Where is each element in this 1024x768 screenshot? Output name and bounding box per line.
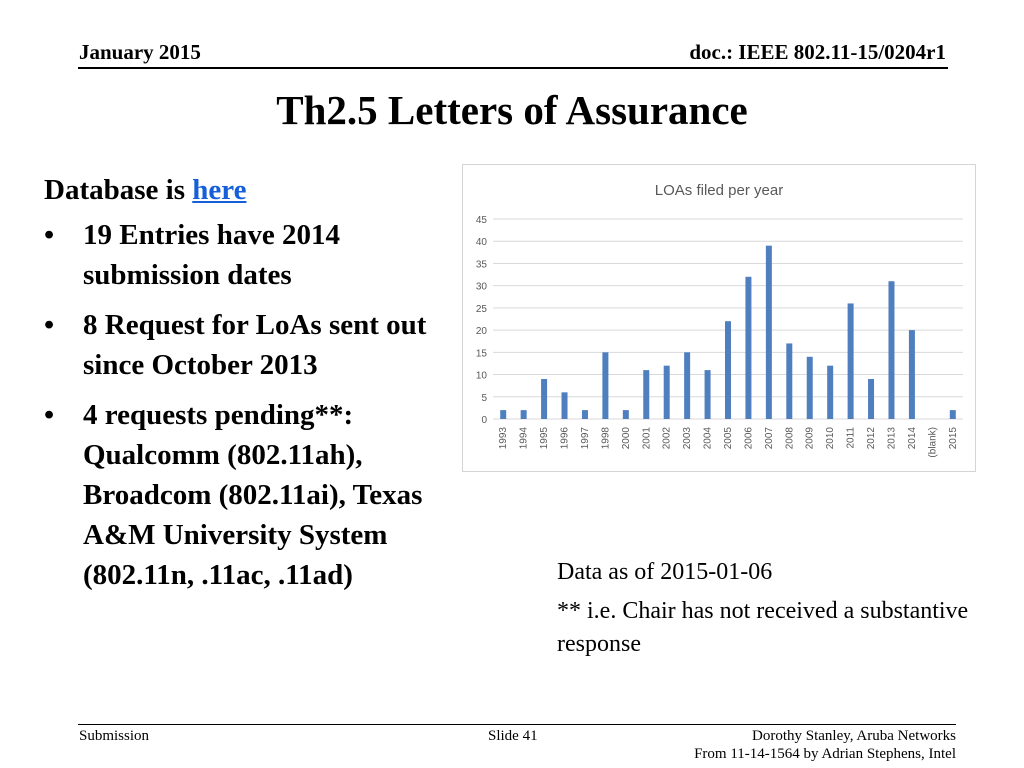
x-tick-label: 2000 <box>620 427 632 450</box>
y-tick-label: 30 <box>475 281 487 293</box>
bar <box>705 370 711 419</box>
bar <box>582 410 588 419</box>
footer-divider <box>78 724 956 725</box>
x-tick-label: (blank) <box>927 427 939 458</box>
bar <box>521 410 527 419</box>
x-tick-label: 1996 <box>559 427 571 450</box>
header-doc-number: doc.: IEEE 802.11-15/0204r1 <box>689 40 946 64</box>
bullet-item <box>44 215 444 295</box>
y-tick-label: 10 <box>475 370 487 382</box>
database-link[interactable]: here <box>192 174 247 206</box>
x-tick-label: 2001 <box>641 427 653 450</box>
footer-submission: Submission <box>79 728 150 744</box>
bullet-text: 8 Request for LoAs sent out since October 2013 <box>83 309 427 381</box>
bar <box>500 410 506 419</box>
y-tick-label: 45 <box>475 215 487 226</box>
bullet-item <box>44 305 444 385</box>
bullet-marker: • <box>44 309 55 341</box>
x-tick-label: 2007 <box>763 427 775 450</box>
y-tick-label: 20 <box>475 326 487 338</box>
x-tick-label: 2015 <box>947 427 959 450</box>
bar <box>950 410 956 419</box>
x-tick-label: 1997 <box>579 427 591 450</box>
x-tick-label: 1995 <box>539 427 551 450</box>
y-tick-label: 35 <box>475 259 487 271</box>
notes <box>557 556 977 667</box>
bar <box>786 343 792 419</box>
chart-title: LOAs filed per year <box>654 182 784 199</box>
bar <box>602 352 608 419</box>
y-tick-label: 5 <box>481 392 487 404</box>
footer-source: From 11-14-1564 by Adrian Stephens, Intel <box>694 746 956 762</box>
bar <box>562 392 568 419</box>
bar <box>643 370 649 419</box>
database-line <box>44 170 444 210</box>
bar <box>807 357 813 419</box>
data-date-note: Data as of 2015-01-06 <box>557 559 773 585</box>
loa-chart-svg <box>463 165 975 471</box>
bullet-list <box>44 215 444 595</box>
bar <box>827 366 833 419</box>
bullet-text: 4 requests pending**: Qualcomm (802.11ah), Broadcom (802.11ai), Texas A&M University System (802.11n, .11ac, .11ad) <box>83 399 423 591</box>
x-tick-label: 2014 <box>906 427 918 450</box>
footer-author: Dorothy Stanley, Aruba Networks <box>752 728 956 744</box>
x-tick-label: 2008 <box>784 427 796 450</box>
x-tick-label: 2004 <box>702 427 714 450</box>
bullet-marker: • <box>44 399 55 431</box>
slide-content <box>44 170 444 605</box>
x-tick-label: 1993 <box>498 427 510 450</box>
x-tick-label: 2005 <box>723 427 734 450</box>
bar <box>623 410 629 419</box>
bar <box>868 379 874 419</box>
header-date: January 2015 <box>79 40 201 64</box>
y-tick-label: 0 <box>481 415 487 426</box>
x-tick-label: 2003 <box>682 427 694 450</box>
bar <box>684 352 690 419</box>
bar <box>766 246 772 419</box>
bar <box>909 330 915 419</box>
bar <box>664 366 670 419</box>
bar <box>541 379 547 419</box>
x-tick-label: 2002 <box>661 427 673 450</box>
y-tick-label: 15 <box>475 348 487 360</box>
x-tick-label: 2011 <box>845 427 857 449</box>
bullet-item <box>44 395 444 595</box>
x-tick-label: 2006 <box>743 427 755 450</box>
header-divider <box>78 67 948 69</box>
bar <box>745 277 751 419</box>
bar <box>888 281 894 419</box>
database-label: Database is <box>44 174 193 206</box>
y-tick-label: 40 <box>475 237 487 249</box>
footnote: ** i.e. Chair has not received a substantive response <box>557 598 969 657</box>
loa-chart <box>462 164 976 472</box>
x-tick-label: 2012 <box>866 427 878 450</box>
x-tick-label: 1994 <box>518 427 530 450</box>
bar <box>848 303 854 419</box>
slide-title: Th2.5 Letters of Assurance <box>276 87 748 133</box>
bullet-text: 19 Entries have 2014 submission dates <box>83 219 340 291</box>
x-tick-label: 1998 <box>600 427 612 450</box>
footer-slide-number: Slide 41 <box>488 728 538 744</box>
x-tick-label: 2010 <box>825 427 837 450</box>
bullet-marker: • <box>44 219 55 251</box>
x-tick-label: 2009 <box>804 427 816 450</box>
bar <box>725 321 731 419</box>
y-tick-label: 25 <box>475 303 487 315</box>
x-tick-label: 2013 <box>886 427 898 450</box>
